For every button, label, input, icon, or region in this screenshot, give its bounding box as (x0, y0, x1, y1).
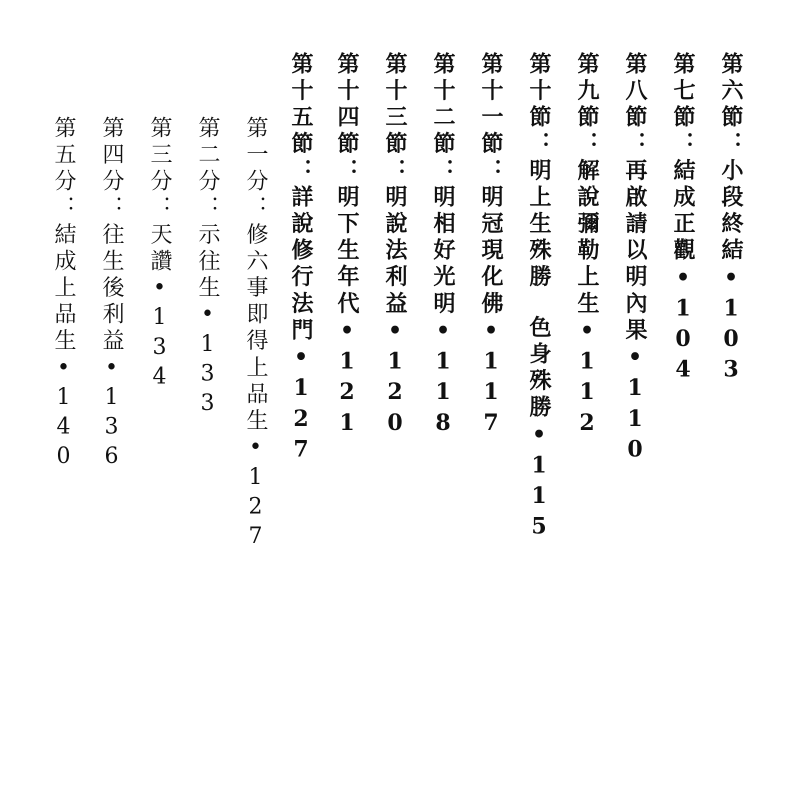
toc-page-number: •127 (288, 344, 314, 468)
toc-title: 第十四節：明下生年代 (334, 52, 360, 318)
toc-title: 第十節：明上生殊勝 (526, 52, 552, 292)
toc-page-number: •127 (243, 435, 268, 554)
toc-title: 第三分：天讚 (147, 116, 172, 276)
toc-entry-part-4[interactable] (98, 116, 124, 474)
toc-subtitle: 色身殊勝 (526, 315, 552, 422)
toc-title: 第十二節：明相好光明 (430, 52, 456, 318)
toc-page-number: •104 (670, 264, 696, 388)
toc-title: 第九節：解說彌勒上生 (574, 52, 600, 318)
toc-entry-section-10[interactable] (526, 52, 552, 544)
toc-entry-section-15[interactable] (288, 52, 314, 467)
toc-title: 第二分：示往生 (195, 116, 220, 303)
toc-entry-section-6[interactable] (718, 52, 744, 387)
toc-entry-section-7[interactable] (670, 52, 696, 387)
toc-page-number: •134 (147, 275, 172, 395)
toc-page-number: •140 (51, 355, 76, 474)
toc-entry-part-5[interactable] (50, 116, 76, 474)
toc-page-number: •118 (430, 318, 456, 441)
toc-entry-section-9[interactable] (574, 52, 600, 440)
toc-entry-section-8[interactable] (622, 52, 648, 467)
toc-title: 第一分：修六事即得上品生 (243, 116, 268, 436)
toc-title: 第七節：結成正觀 (670, 52, 696, 265)
toc-entry-section-12[interactable] (430, 52, 456, 440)
toc-title: 第十一節：明冠現化佛 (478, 52, 504, 318)
toc-page-number: •121 (334, 318, 360, 441)
toc-title: 第六節：小段終結 (718, 52, 744, 265)
toc-page-number: •133 (195, 302, 220, 421)
toc-entry-section-14[interactable] (334, 52, 360, 440)
toc-title: 第十三節：明說法利益 (382, 52, 408, 318)
toc-title: 第五分：結成上品生 (51, 116, 76, 356)
toc-page-number: •120 (382, 318, 408, 441)
toc-page-number: •112 (574, 318, 600, 441)
toc-title: 第十五節：詳說修行法門 (288, 52, 314, 345)
toc-page-number: •115 (526, 421, 552, 545)
toc-page-number: •103 (718, 264, 744, 388)
toc-entry-section-11[interactable] (478, 52, 504, 440)
toc-page-number: •117 (478, 318, 504, 441)
toc-title: 第八節：再啟請以明內果 (622, 52, 648, 345)
toc-entry-section-13[interactable] (382, 52, 408, 440)
toc-page-number: •110 (622, 344, 648, 468)
toc-entry-part-2[interactable] (194, 116, 220, 421)
toc-title: 第四分：往生後利益 (99, 116, 124, 356)
toc-page-number: •136 (99, 355, 124, 474)
toc-entry-part-3[interactable] (146, 116, 172, 394)
toc-entry-part-1[interactable] (242, 116, 268, 554)
